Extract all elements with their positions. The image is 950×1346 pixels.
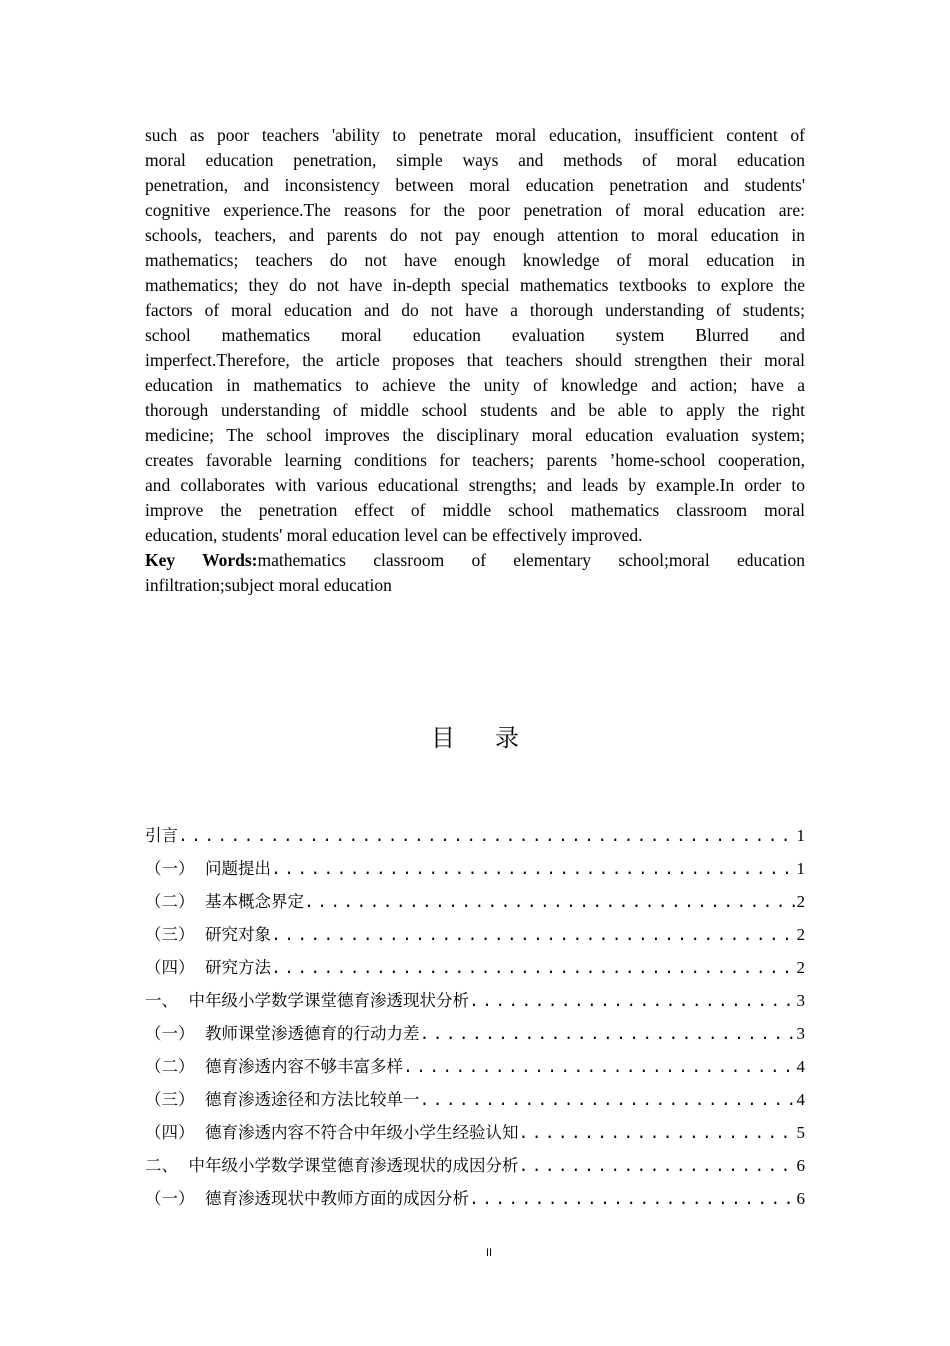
toc-entry[interactable] [145, 1053, 805, 1086]
toc-leader-dots [178, 823, 797, 851]
toc-entry-page: 6 [796, 1156, 805, 1175]
toc-entry-label: （三） 研究对象 [145, 925, 271, 944]
toc-entry-page: 3 [796, 1024, 805, 1043]
toc-leader-dots [271, 922, 797, 950]
toc-leader-dots [271, 856, 797, 884]
toc-entry-label: （二） 德育渗透内容不够丰富多样 [145, 1057, 403, 1076]
toc-entry-label: 二、 中年级小学数学课堂德育渗透现状的成因分析 [145, 1156, 519, 1175]
toc-entry-page: 4 [796, 1057, 805, 1076]
toc-leader-dots [403, 1054, 797, 1082]
toc-entry-page: 3 [796, 991, 805, 1010]
keywords-label: Key Words: [145, 550, 258, 570]
keywords-line [145, 548, 805, 573]
abstract-line: penetration, and inconsistency between moral education penetration and students' [145, 175, 805, 195]
toc-entry[interactable] [145, 921, 805, 954]
page-number: II [485, 1247, 493, 1259]
abstract-line: medicine; The school improves the disciplinary moral education evaluation system; [145, 425, 805, 445]
toc-entry-page: 1 [796, 859, 805, 878]
toc-entry-page: 2 [796, 925, 805, 944]
toc-leader-dots [469, 988, 797, 1016]
abstract-line: mathematics; teachers do not have enough knowledge of moral education in [145, 250, 805, 270]
toc-entry[interactable] [145, 1185, 805, 1218]
toc-entry-page: 6 [796, 1189, 805, 1208]
toc-leader-dots [519, 1153, 797, 1181]
toc-entry[interactable] [145, 954, 805, 987]
toc-leader-dots [519, 1120, 797, 1148]
abstract-line: cognitive experience.The reasons for the poor penetration of moral education are: [145, 200, 805, 220]
toc-entry-label: 一、 中年级小学数学课堂德育渗透现状分析 [145, 991, 469, 1010]
toc-entry[interactable] [145, 987, 805, 1020]
toc-entry-label: （四） 研究方法 [145, 958, 271, 977]
toc-entry[interactable] [145, 1086, 805, 1119]
toc-entry-label: 引言 [145, 826, 178, 845]
toc-leader-dots [304, 889, 797, 917]
toc-leader-dots [469, 1186, 797, 1214]
abstract-line: imperfect.Therefore, the article proposes that teachers should strengthen their moral [145, 350, 805, 370]
toc-leader-dots [420, 1087, 797, 1115]
abstract-line: thorough understanding of middle school students and be able to apply the right [145, 400, 805, 420]
abstract-text [145, 123, 805, 598]
toc-entry-label: （四） 德育渗透内容不符合中年级小学生经验认知 [145, 1123, 519, 1142]
toc-leader-dots [420, 1021, 797, 1049]
toc-entry[interactable] [145, 1119, 805, 1152]
toc-entry-label: （三） 德育渗透途径和方法比较单一 [145, 1090, 420, 1109]
toc-entry-page: 2 [796, 958, 805, 977]
abstract-line: moral education penetration, simple ways and methods of moral education [145, 150, 805, 170]
table-of-contents [145, 822, 805, 1218]
toc-title: 目录 [431, 724, 559, 752]
abstract-line: education in mathematics to achieve the unity of knowledge and action; have a [145, 375, 805, 395]
toc-entry-label: （一） 德育渗透现状中教师方面的成因分析 [145, 1189, 469, 1208]
toc-entry-page: 5 [796, 1123, 805, 1142]
toc-entry-page: 2 [796, 892, 805, 911]
toc-entry[interactable] [145, 1020, 805, 1053]
toc-leader-dots [271, 955, 797, 983]
abstract-line: and collaborates with various educational strengths; and leads by example.In order to [145, 475, 805, 495]
keywords-text: mathematics classroom of elementary school;moral education [257, 550, 805, 570]
abstract-line: factors of moral education and do not have a thorough understanding of students; [145, 300, 805, 320]
toc-entry-page: 4 [796, 1090, 805, 1109]
toc-entry-page: 1 [796, 826, 805, 845]
abstract-line: such as poor teachers 'ability to penetrate moral education, insufficient content of [145, 125, 805, 145]
abstract-line: improve the penetration effect of middle school mathematics classroom moral [145, 500, 805, 520]
toc-entry[interactable] [145, 888, 805, 921]
toc-entry-label: （二） 基本概念界定 [145, 892, 304, 911]
toc-entry-label: （一） 教师课堂渗透德育的行动力差 [145, 1024, 420, 1043]
toc-entry-label: （一） 问题提出 [145, 859, 271, 878]
abstract-line: school mathematics moral education evaluation system Blurred and [145, 325, 805, 345]
toc-entry[interactable] [145, 822, 805, 855]
toc-entry[interactable] [145, 1152, 805, 1185]
abstract-line: schools, teachers, and parents do not pay enough attention to moral education in [145, 225, 805, 245]
abstract-line: mathematics; they do not have in-depth special mathematics textbooks to explore the [145, 275, 805, 295]
toc-entry[interactable] [145, 855, 805, 888]
abstract-line: education, students' moral education level can be effectively improved. [145, 525, 643, 545]
keywords-line: infiltration;subject moral education [145, 575, 392, 595]
abstract-line: creates favorable learning conditions for teachers; parents ’home-school cooperation, [145, 450, 805, 470]
